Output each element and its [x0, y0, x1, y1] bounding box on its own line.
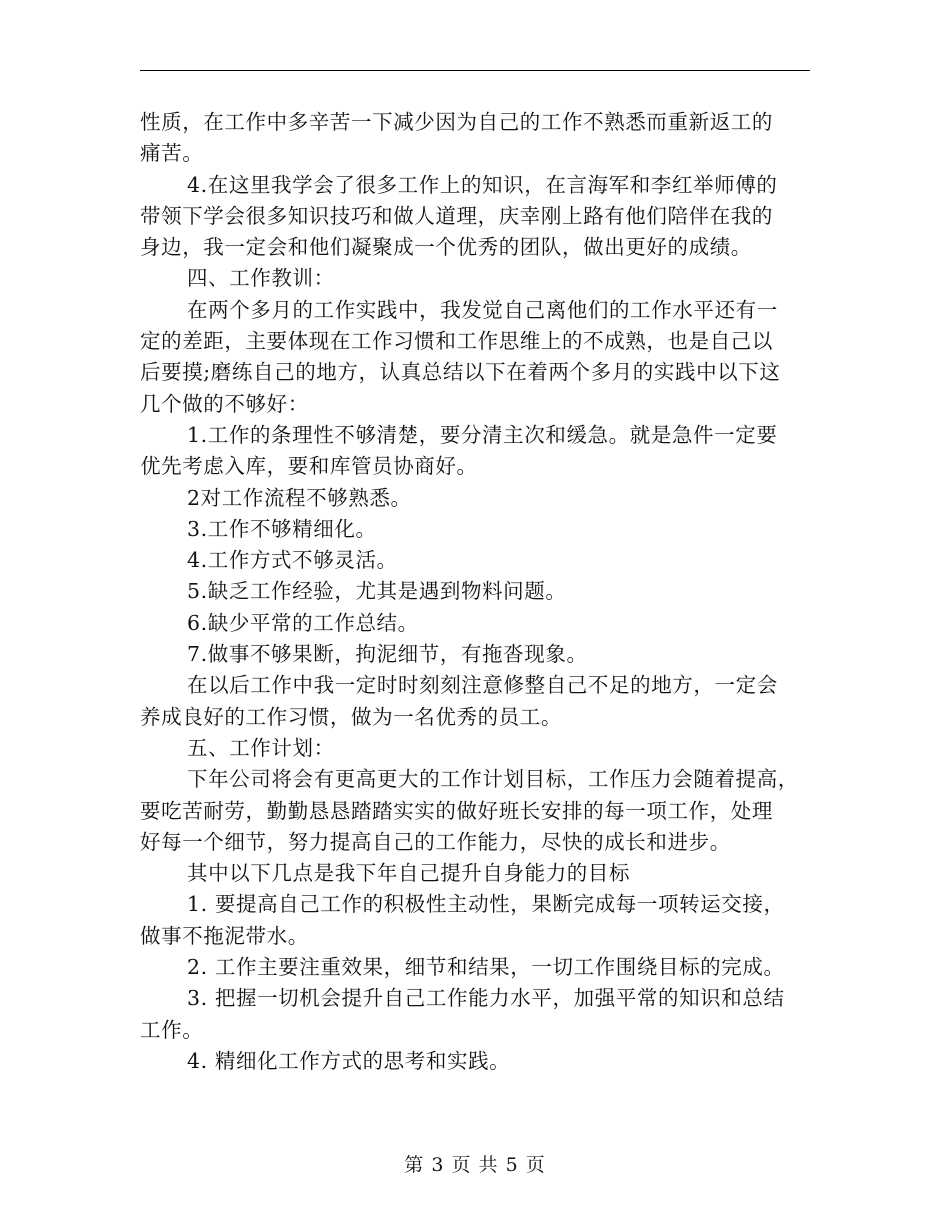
- text-line: 做事不拖泥带水。: [140, 923, 309, 948]
- text-line: 在两个多月的工作实践中，我发觉自己离他们的工作水平还有一: [187, 297, 778, 322]
- text-line: 3. 把握一切机会提升自己工作能力水平，加强平常的知识和总结: [187, 986, 785, 1011]
- text-line: 带领下学会很多知识技巧和做人道理，庆幸刚上路有他们陪伴在我的: [140, 203, 773, 228]
- page-footer: [0, 1150, 950, 1177]
- text-line: 其中以下几点是我下年自己提升自身能力的目标: [187, 861, 631, 886]
- text-line: 4. 精细化工作方式的思考和实践。: [187, 1048, 511, 1073]
- footer-suffix: 页: [525, 1154, 546, 1176]
- text-line: 2. 工作主要注重效果，细节和结果，一切工作围绕目标的完成。: [187, 955, 785, 980]
- text-line: 7.做事不够果断，拘泥细节，有拖沓现象。: [187, 642, 588, 667]
- text-line: 工作。: [140, 1017, 204, 1042]
- text-line: 几个做的不够好：: [140, 391, 309, 416]
- footer-total-word: 共: [478, 1154, 499, 1176]
- footer-current-page: 3: [431, 1154, 445, 1176]
- document-body: [140, 107, 812, 1077]
- text-line: 痛苦。: [140, 141, 204, 166]
- text-line: 优先考虑入库，要和库管员协商好。: [140, 454, 478, 479]
- text-line: 身边，我一定会和他们凝聚成一个优秀的团队，做出更好的成绩。: [140, 235, 752, 260]
- text-line: 要吃苦耐劳，勤勤恳恳踏踏实实的做好班长安排的每一项工作，处理: [140, 798, 773, 823]
- text-line: 五、工作计划：: [187, 735, 335, 760]
- text-line: 1.工作的条理性不够清楚，要分清主次和缓急。就是急件一定要: [187, 422, 778, 447]
- text-line: 四、工作教训：: [187, 266, 335, 291]
- text-line: 3.工作不够精细化。: [187, 516, 377, 541]
- text-line: 性质，在工作中多辛苦一下减少因为自己的工作不熟悉而重新返工的: [140, 110, 773, 134]
- text-line: 4.工作方式不够灵活。: [187, 548, 398, 573]
- header-rule: [140, 70, 810, 71]
- footer-total-pages: 5: [505, 1154, 519, 1176]
- text-line: 1. 要提高自己工作的积极性主动性，果断完成每一项转运交接，: [187, 892, 785, 917]
- text-line: 下年公司将会有更高更大的工作计划目标，工作压力会随着提高，: [187, 767, 799, 792]
- text-line: 6.缺少平常的工作总结。: [187, 610, 419, 635]
- text-line: 后要摸;磨练自己的地方，认真总结以下在着两个多月的实践中以下这: [140, 360, 781, 385]
- text-line: 4.在这里我学会了很多工作上的知识，在言海军和李红举师傅的: [187, 172, 778, 197]
- text-line: 在以后工作中我一定时时刻刻注意修整自己不足的地方，一定会: [187, 673, 778, 698]
- text-line: 养成良好的工作习惯，做为一名优秀的员工。: [140, 704, 562, 729]
- text-line: 定的差距，主要体现在工作习惯和工作思维上的不成熟，也是自己以: [140, 329, 773, 354]
- text-line: 5.缺乏工作经验，尤其是遇到物料问题。: [187, 579, 567, 604]
- text-line: 2对工作流程不够熟悉。: [187, 485, 412, 510]
- footer-page-word: 页: [451, 1154, 472, 1176]
- footer-prefix: 第: [404, 1154, 425, 1176]
- text-line: 好每一个细节，努力提高自己的工作能力，尽快的成长和进步。: [140, 829, 731, 854]
